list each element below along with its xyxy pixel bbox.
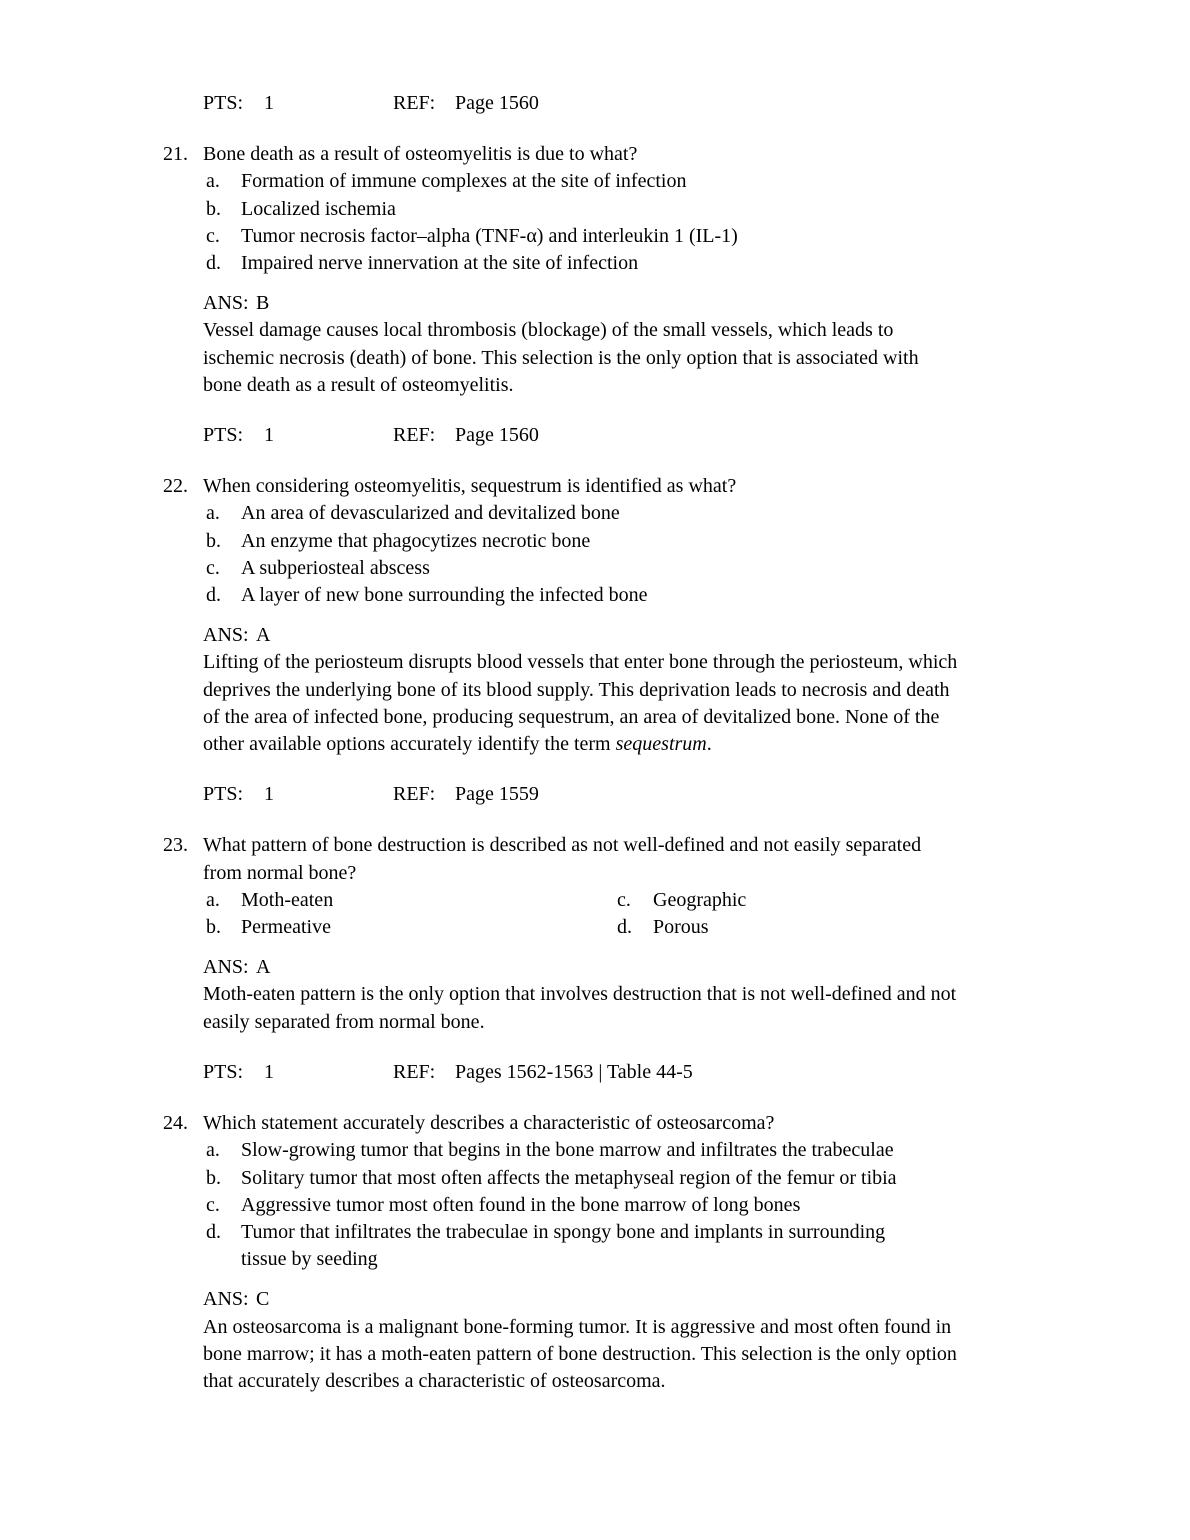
- question-body: [203, 473, 1085, 808]
- option-letter: c.: [206, 1193, 220, 1216]
- option-text: Permeative: [241, 916, 331, 939]
- option-a: [203, 1137, 1085, 1164]
- option-text: Slow-growing tumor that begins in the bone marrow and infiltrates the trabeculae: [241, 1139, 894, 1162]
- option-text: Geographic: [653, 888, 747, 911]
- option-letter: b.: [206, 1166, 221, 1189]
- answer-value: A: [256, 956, 271, 979]
- option-b: [203, 528, 1085, 555]
- option-b: [203, 196, 1085, 223]
- score-line: [203, 90, 1190, 117]
- answer-value: C: [256, 1288, 270, 1311]
- option-text: Moth-eaten: [241, 888, 334, 911]
- answer-label: ANS:: [203, 624, 249, 647]
- option-text-line: Tumor that infiltrates the trabeculae in spongy bone and implants in surrounding: [241, 1220, 886, 1243]
- option-d: [203, 1219, 1085, 1273]
- feedback: [203, 981, 1085, 1035]
- feedback: [203, 649, 1085, 758]
- pts-value: 1: [264, 783, 274, 806]
- option-letter: b.: [206, 916, 221, 939]
- feedback: [203, 317, 1085, 399]
- pts-label: PTS:: [203, 783, 244, 806]
- option-text: Aggressive tumor most often found in the bone marrow of long bones: [241, 1193, 801, 1216]
- answer-line: [203, 290, 1085, 317]
- question-number: 21.: [163, 143, 188, 166]
- feedback-line: of the area of infected bone, producing sequestrum, an area of devitalized bone. None of the: [203, 705, 940, 728]
- option-text: An area of devascularized and devitalized bone: [241, 502, 620, 525]
- ref-value: Page 1560: [455, 424, 539, 447]
- option-a: [203, 168, 1085, 195]
- question-stem: When considering osteomyelitis, sequestrum is identified as what?: [203, 475, 737, 498]
- feedback-text: .: [706, 733, 712, 756]
- option-text: Tumor necrosis factor–alpha (TNF-α) and interleukin 1 (IL-1): [241, 224, 738, 247]
- ref-value: Pages 1562-1563 | Table 44-5: [455, 1060, 693, 1083]
- feedback-italic-term: sequestrum: [615, 733, 707, 756]
- option-text-line: tissue by seeding: [241, 1248, 378, 1271]
- option-letter: c.: [206, 224, 220, 247]
- option-text: An enzyme that phagocytizes necrotic bone: [241, 529, 591, 552]
- question-stem: Bone death as a result of osteomyelitis is due to what?: [203, 143, 638, 166]
- option-text: [241, 1219, 1085, 1273]
- ref-label: REF:: [393, 1060, 436, 1083]
- option-b: [203, 914, 617, 941]
- pts-label: PTS:: [203, 92, 244, 114]
- option-letter: d.: [206, 584, 221, 607]
- feedback: [203, 1314, 1085, 1396]
- options-two-column: [203, 887, 1085, 941]
- ref-label: REF:: [393, 783, 436, 806]
- pts-label: PTS:: [203, 1060, 244, 1083]
- score-line: [203, 1059, 1085, 1086]
- question-21: [0, 141, 1190, 449]
- question-body: [203, 141, 1085, 449]
- question-body: [203, 1110, 1085, 1395]
- question-24: [0, 1110, 1190, 1395]
- score-line: [203, 422, 1085, 449]
- option-text: Impaired nerve innervation at the site of infection: [241, 252, 639, 275]
- feedback-line: Moth-eaten pattern is the only option that involves destruction that is not well-defined and not: [203, 983, 957, 1006]
- option-letter: b.: [206, 197, 221, 220]
- option-letter: a.: [206, 170, 220, 193]
- option-c: [203, 555, 1085, 582]
- option-text: Solitary tumor that most often affects the metaphyseal region of the femur or tibia: [241, 1166, 897, 1189]
- option-text: Porous: [653, 916, 709, 939]
- option-d: [203, 582, 1085, 609]
- question-number: 24.: [163, 1112, 188, 1135]
- option-letter: b.: [206, 529, 221, 552]
- feedback-line: Lifting of the periosteum disrupts blood vessels that enter bone through the periosteum, which: [203, 651, 958, 674]
- feedback-line: that accurately describes a characteristic of osteosarcoma.: [203, 1369, 666, 1392]
- question-23: [0, 832, 1190, 1086]
- feedback-line: bone death as a result of osteomyelitis.: [203, 373, 514, 396]
- option-letter: d.: [206, 252, 221, 275]
- option-letter: c.: [206, 556, 220, 579]
- ref-value: Page 1560: [455, 92, 539, 114]
- option-c: [203, 223, 1085, 250]
- option-letter: a.: [206, 888, 220, 911]
- option-text: A subperiosteal abscess: [241, 556, 430, 579]
- answer-line: [203, 622, 1085, 649]
- option-a: [203, 887, 617, 914]
- answer-label: ANS:: [203, 1288, 249, 1311]
- question-stem: from normal bone?: [203, 861, 357, 884]
- feedback-line: easily separated from normal bone.: [203, 1010, 485, 1033]
- feedback-line: ischemic necrosis (death) of bone. This selection is the only option that is associated with: [203, 346, 919, 369]
- question-stem: Which statement accurately describes a characteristic of osteosarcoma?: [203, 1112, 775, 1135]
- option-letter: a.: [206, 502, 220, 525]
- pts-value: 1: [264, 1060, 274, 1083]
- question-number: 23.: [163, 834, 188, 857]
- question-body: [203, 832, 1085, 1086]
- feedback-line: bone marrow; it has a moth-eaten pattern of bone destruction. This selection is the only option: [203, 1342, 957, 1365]
- question-22: [0, 473, 1190, 808]
- option-text: A layer of new bone surrounding the infected bone: [241, 584, 648, 607]
- pts-label: PTS:: [203, 424, 244, 447]
- feedback-line: Vessel damage causes local thrombosis (blockage) of the small vessels, which leads to: [203, 319, 894, 342]
- option-b: [203, 1165, 1085, 1192]
- pts-value: 1: [264, 92, 274, 114]
- score-line: [203, 781, 1085, 808]
- option-letter: d.: [206, 1220, 221, 1243]
- option-d: [203, 250, 1085, 277]
- question-stem: What pattern of bone destruction is described as not well-defined and not easily separated: [203, 834, 922, 857]
- feedback-text: other available options accurately identify the term: [203, 733, 616, 756]
- answer-line: [203, 1286, 1085, 1313]
- pts-value: 1: [264, 424, 274, 447]
- feedback-line: [203, 731, 1085, 758]
- feedback-line: An osteosarcoma is a malignant bone-forming tumor. It is aggressive and most often found in: [203, 1315, 952, 1338]
- option-d: [617, 914, 1085, 941]
- option-text: Formation of immune complexes at the site of infection: [241, 170, 687, 193]
- option-c: [203, 1192, 1085, 1219]
- answer-label: ANS:: [203, 956, 249, 979]
- answer-value: B: [256, 292, 270, 315]
- ref-label: REF:: [393, 92, 436, 114]
- ref-value: Page 1559: [455, 783, 539, 806]
- feedback-line: deprives the underlying bone of its blood supply. This deprivation leads to necrosis and death: [203, 678, 950, 701]
- option-text: Localized ischemia: [241, 197, 396, 220]
- option-letter: a.: [206, 1139, 220, 1162]
- ref-label: REF:: [393, 424, 436, 447]
- option-letter: d.: [617, 916, 632, 939]
- answer-value: A: [256, 624, 271, 647]
- question-number: 22.: [163, 475, 188, 498]
- answer-label: ANS:: [203, 292, 249, 315]
- option-a: [203, 500, 1085, 527]
- option-c: [617, 887, 1085, 914]
- answer-line: [203, 954, 1085, 981]
- option-letter: c.: [617, 888, 631, 911]
